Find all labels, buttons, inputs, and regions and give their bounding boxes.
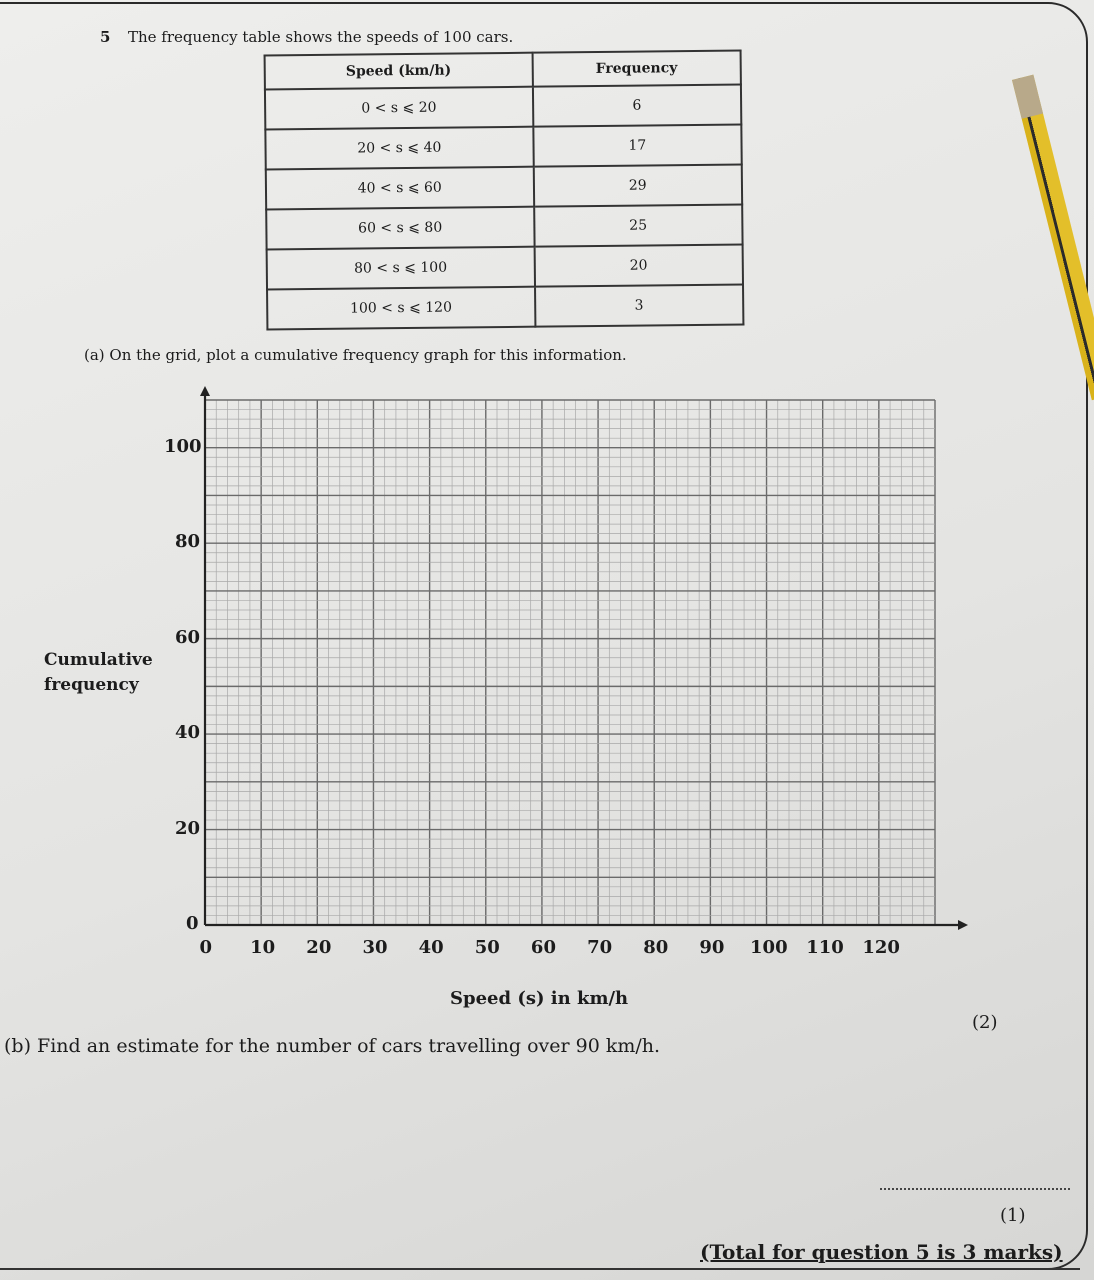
x-tick-label: 20 [306,937,332,958]
x-tick-label: 120 [862,937,900,958]
y-tick-label: 100 [164,435,202,457]
marks-part-a: (2) [972,1012,998,1033]
y-tick-label: 80 [175,531,201,553]
x-tick-label: 100 [750,937,788,958]
x-tick-label: 30 [362,937,388,958]
y-tick-label: 40 [175,722,201,744]
x-tick-label: 60 [530,937,556,958]
question-intro: The frequency table shows the speeds of 100 cars. [128,28,514,46]
part-a-question: (a) On the grid, plot a cumulative frequency graph for this information. [84,346,627,364]
marks-part-b: (1) [1000,1205,1026,1226]
x-axis-label: Speed (s) in km/h [450,988,629,1009]
x-axis-arrow [958,920,968,930]
bottom-rule [0,1268,1080,1270]
speed-interval-cell: 80 < s ⩽ 100 [267,247,535,290]
x-tick-label: 40 [418,937,444,958]
header-speed: Speed (km/h) [265,53,533,90]
total-marks: (Total for question 5 is 3 marks) [700,1240,1063,1264]
frequency-cell: 25 [534,205,743,247]
speed-interval-cell: 20 < s ⩽ 40 [265,127,533,170]
part-b-question: (b) Find an estimate for the number of cars travelling over 90 km/h. [4,1035,661,1057]
x-tick-label: 10 [250,937,276,958]
x-tick-label: 80 [643,937,669,958]
x-tick-label: 50 [474,937,500,958]
header-frequency: Frequency [532,51,741,87]
x-tick-label: 110 [806,937,844,958]
answer-line[interactable] [880,1188,1070,1190]
y-tick-label: 20 [175,817,201,839]
y-axis-arrow [200,386,210,396]
y-axis-label: Cumulative frequency [44,650,153,695]
speed-interval-cell: 40 < s ⩽ 60 [266,167,534,210]
frequency-cell: 6 [532,85,741,127]
y-tick-label: 60 [175,626,201,648]
y-tick-label: 0 [186,913,199,934]
speed-interval-cell: 100 < s ⩽ 120 [267,287,535,330]
frequency-cell: 3 [535,285,744,327]
frequency-cell: 17 [533,125,742,167]
question-number: 5 [100,28,111,46]
frequency-cell: 29 [533,165,742,207]
x-tick-label: 70 [587,937,613,958]
speed-interval-cell: 0 < s ⩽ 20 [265,87,533,130]
frequency-cell: 20 [534,245,743,287]
x-tick-label: 0 [199,937,213,958]
x-tick-label: 90 [699,937,725,958]
speed-interval-cell: 60 < s ⩽ 80 [266,207,534,250]
